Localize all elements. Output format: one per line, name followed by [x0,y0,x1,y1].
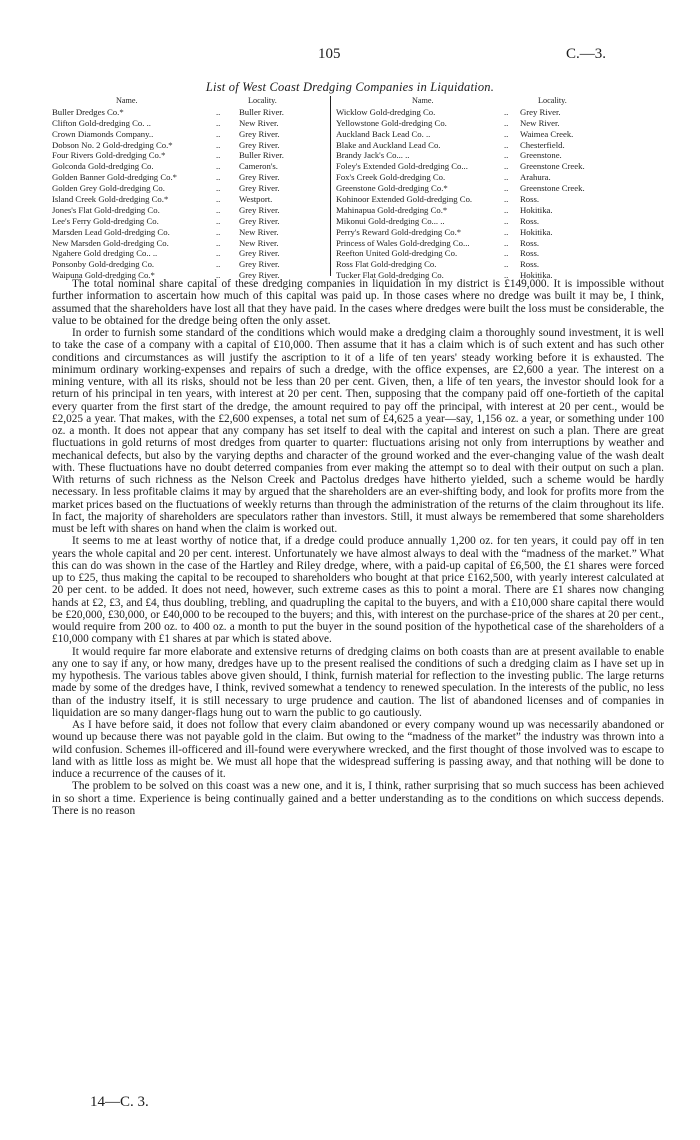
leader-dots: .. [216,139,221,150]
company-name: Jones's Flat Gold-dredging Co. [52,204,160,215]
table-row [336,172,666,183]
company-name: Kohinoor Extended Gold-dredging Co. [336,194,473,205]
company-locality: Grey River. [239,139,280,150]
company-locality: Hokitika. [520,204,553,215]
leader-dots: .. [504,183,509,194]
company-locality: New River. [520,117,560,128]
company-locality: Chesterfield. [520,139,565,150]
company-name: Crown Diamonds Company.. [52,128,154,139]
company-name: Ngahere Gold dredging Co.. .. [52,248,158,259]
leader-dots: .. [216,128,221,139]
leader-dots: .. [504,106,509,117]
table-row [52,118,310,129]
company-name: Marsden Lead Gold-dredging Co. [52,226,170,237]
table-row [336,194,666,205]
company-name: Golden Banner Gold-dredging Co.* [52,172,177,183]
body-paragraph: As I have before said, it does not follow that every claim abandoned or every company wound up was necessarily abandoned or wound up because there was not payable gold in the claim. But owing to the “madness of the market” the industry was thrown into a wild confusion. Schemes ill-officered and ill-found were everywhere wrecked, and the first thought of those involved was to escape to land with as little loss as might be. We must all hope that the widespread suffering is passing away, and that nothing will be done to induce a recurrence of the causes of it. [52,719,664,780]
column-header-name: Name. [412,96,434,105]
company-locality: Ross. [520,194,540,205]
company-name: Yellowstone Gold-dredging Co. [336,117,447,128]
body-paragraph: The total nominal share capital of these dredging companies in liquidation in my district is £149,000. It is impossible without further information to ascertain how much of this capital was paid up. In those cases where no dredge was built it may be, I think, assumed that the shareholders have lost all that they have paid. In the cases where dredges were built the loss must be considerable, the value to be obtained for the dredge being often the only asset. [52,278,664,327]
company-locality: Grey River. [239,172,280,183]
leader-dots: .. [216,183,221,194]
company-locality: Grey River. [239,204,280,215]
company-name: Foley's Extended Gold-dredging Co... [336,161,468,172]
table-row [336,107,666,118]
company-locality: Hokitika. [520,226,553,237]
body-paragraph: The problem to be solved on this coast was a new one, and it is, I think, rather surprising that so much success has been achieved in so short a time. Experience is being continually gained and a better understanding as to the conditions on which success depends. There is no reason [52,780,664,817]
leader-dots: .. [216,215,221,226]
leader-dots: .. [504,259,509,270]
company-name: Clifton Gold-dredging Co. .. [52,117,151,128]
page-number: 105 [318,46,341,62]
leader-dots: .. [216,237,221,248]
leader-dots: .. [216,270,221,281]
table-row [52,248,310,259]
company-name: Blake and Auckland Lead Co. [336,139,441,150]
leader-dots: .. [504,248,509,259]
table-header-row [52,96,310,107]
table-row [52,194,310,205]
company-name: Lee's Ferry Gold-dredging Co. [52,215,159,226]
table-row [336,183,666,194]
company-name: Mikonui Gold-dredging Co... .. [336,215,445,226]
leader-dots: .. [504,161,509,172]
leader-dots: .. [216,226,221,237]
company-locality: Arahura. [520,172,551,183]
company-locality: Grey River. [239,259,280,270]
company-name: Four Rivers Gold-dredging Co.* [52,150,166,161]
leader-dots: .. [504,270,509,281]
body-paragraph: In order to furnish some standard of the conditions which would make a dredging claim a thoroughly sound investment, it is well to take the case of a company with a capital of £10,000. Then assume that it has a claim which is of such extent and has such other conditions and circumstances as will justify the ascription to it of a life of ten years' steady working before it is exhausted. The minimum ordinary working-expenses and repairs of such a dredge, with the office expenses, are £2,600 a year. The interest on a mining venture, with all its risks, should not be less than 20 per cent. Given, then, a life of ten years, the investor should look for a return of his principal in ten years, with interest at 20 per cent. Then, supposing that the company paid off one-fortieth of the capital every quarter from the first start of the dredge, the amount required to pay off the principal, with interest at 20 per cent., would be £2,025 a year. That makes, with the £2,600 expenses, a total net sum of £4,625 a year—say, 1,156 oz. a year, or something under 100 oz. a month. It does not appear that any company has set itself to deal with the capital and interest on such a plan. There are great fluctuations in gold returns of most dredges from quarter to quarter: fluctuations arising not only from interruptions by weather and mechanical defects, but also by the varying depths and character of the ground worked and the ever-changing value of the wash dealt with. These fluctuations have no doubt deterred companies from ever making the attempt so to deal with their output on such a plan. With returns of such richness as the Nelson Creek and Pactolus dredges have hitherto yielded, such a scheme would be hardly necessary. In less profitable claims it may by argued that the shareholders are an ever-shifting body, and look for profits more from the market prices based on the fluctuations of weekly returns than through the administration of the returns of the claim throughout its life. In fact, the majority of shareholders are speculators rather than investors. Still, it must always be remembered that some shareholders must be left with shares on hand when the claim is worked out. [52,327,664,535]
table-row [336,129,666,140]
body-text [52,278,664,817]
company-locality: Westport. [239,194,273,205]
table-row [52,150,310,161]
leader-dots: .. [216,204,221,215]
company-locality: New River. [239,226,279,237]
company-name: Mahinapua Gold-dredging Co.* [336,204,448,215]
table-row [336,238,666,249]
table-row [52,129,310,140]
company-locality: Grey River. [520,106,561,117]
companies-table-right [336,96,666,281]
company-locality: Grey River. [239,248,280,259]
company-locality: Ross. [520,248,540,259]
company-locality: New River. [239,237,279,248]
company-locality: Buller River. [239,150,284,161]
leader-dots: .. [504,215,509,226]
company-name: Reefton United Gold-dredging Co. [336,248,458,259]
table-row [336,259,666,270]
company-name: Golconda Gold-dredging Co. [52,161,154,172]
leader-dots: .. [216,117,221,128]
table-row [52,227,310,238]
table-row [52,216,310,227]
company-name: Fox's Creek Gold-dredging Co. [336,172,446,183]
leader-dots: .. [216,150,221,161]
leader-dots: .. [216,248,221,259]
table-row [52,205,310,216]
leader-dots: .. [504,237,509,248]
company-locality: Grey River. [239,128,280,139]
company-name: Ponsonby Gold-dredging Co. [52,259,155,270]
leader-dots: .. [504,194,509,205]
company-name: Tucker Flat Gold-dredging Co. [336,270,444,281]
table-title: List of West Coast Dredging Companies in Liquidation. [205,80,495,94]
company-locality: Greenstone Creek. [520,161,585,172]
table-row [336,161,666,172]
company-name: Auckland Back Lead Co. .. [336,128,431,139]
table-row [52,161,310,172]
company-locality: Greenstone. [520,150,562,161]
company-name: Island Creek Gold-dredging Co.* [52,194,169,205]
company-name: Greenstone Gold-dredging Co.* [336,183,448,194]
company-name: Brandy Jack's Co... .. [336,150,410,161]
leader-dots: .. [504,128,509,139]
table-row [336,227,666,238]
table-row [336,205,666,216]
table-row [52,183,310,194]
page-footer: 14—C. 3. [90,1094,149,1110]
company-name: Buller Dredges Co.* [52,106,124,117]
table-row [52,140,310,151]
body-paragraph: It seems to me at least worthy of notice that, if a dredge could produce annually 1,200 oz. for ten years, it could pay off in ten years the whole capital and 20 per cent. interest. Unfortunately we have almost always to deal with the “madness of the market.” What this can do was shown in the case of the Hartley and Riley dredge, where, with a paid-up capital of £6,500, the £1 shares were forced up to £25, thus making the capital to be recouped to shareholders who bought at that price £162,500, with yearly interest calculated at 20 per cent. to be added. It does not need, however, such extreme cases as this to point a moral. There are £1 shares now changing hands at £2, £3, and £4, thus doubling, trebling, and quadrupling the capital to the buyers, and with a £10,000 share capital there would be £20,000, £30,000, or £40,000 to be recouped to the buyers; and this, with interest on the purchase-price of the shares at 20 per cent., would require from 200 oz. to 400 oz. a month to put the buyer in the sound position of the hypothetical case of the shareholders of a £10,000 company with £1 shares at par which is stated above. [52,535,664,646]
company-locality: Greenstone Creek. [520,183,585,194]
table-row [336,248,666,259]
leader-dots: .. [216,161,221,172]
table-row [52,172,310,183]
table-row [52,107,310,118]
company-locality: Grey River. [239,270,280,281]
table-header-row [336,96,666,107]
company-locality: Hokitika. [520,270,553,281]
leader-dots: .. [504,204,509,215]
column-header-locality: Locality. [248,96,277,105]
company-name: Waipuna Gold-dredging Co.* [52,270,155,281]
table-row [336,118,666,129]
companies-table-left [52,96,310,281]
leader-dots: .. [504,139,509,150]
company-locality: Ross. [520,215,540,226]
column-divider [330,96,331,276]
company-locality: Buller River. [239,106,284,117]
leader-dots: .. [216,259,221,270]
leader-dots: .. [216,194,221,205]
company-locality: Ross. [520,259,540,270]
company-locality: Cameron's. [239,161,278,172]
company-name: Princess of Wales Gold-dredging Co... [336,237,470,248]
company-name: Golden Grey Gold-dredging Co. [52,183,165,194]
company-name: New Marsden Gold-dredging Co. [52,237,169,248]
leader-dots: .. [504,226,509,237]
column-header-name: Name. [116,96,138,105]
leader-dots: .. [216,172,221,183]
body-paragraph: It would require far more elaborate and extensive returns of dredging claims on both coasts than are at present available to enable any one to say if any, or how many, dredges have up to the present realised the conditions of such a dredging claim as I have set up in my hypothesis. The various tables above given should, I think, furnish material for reflection to the investing public. The large returns made by some of the dredges have, I think, revived somewhat a tendency to renewed speculation. In the interests of the public, no less than of the industry itself, it is still necessary to urge prudence and caution. The list of abandoned licenses and of companies in liquidation are so many danger-flags hung out to warn the public to go cautiously. [52,645,664,719]
company-locality: Ross. [520,237,540,248]
leader-dots: .. [504,172,509,183]
table-row [52,238,310,249]
company-locality: Grey River. [239,183,280,194]
table-row [52,259,310,270]
leader-dots: .. [504,150,509,161]
company-name: Perry's Reward Gold-dredging Co.* [336,226,462,237]
table-row [336,150,666,161]
company-name: Dobson No. 2 Gold-dredging Co.* [52,139,173,150]
leader-dots: .. [216,106,221,117]
table-row [336,216,666,227]
company-locality: New River. [239,117,279,128]
company-locality: Grey River. [239,215,280,226]
company-name: Wicklow Gold-dredging Co. [336,106,436,117]
table-row [336,140,666,151]
column-header-locality: Locality. [538,96,567,105]
company-name: Ross Flat Gold-dredging Co. [336,259,437,270]
company-locality: Waimea Creek. [520,128,574,139]
document-reference: C.—3. [566,46,607,62]
leader-dots: .. [504,117,509,128]
